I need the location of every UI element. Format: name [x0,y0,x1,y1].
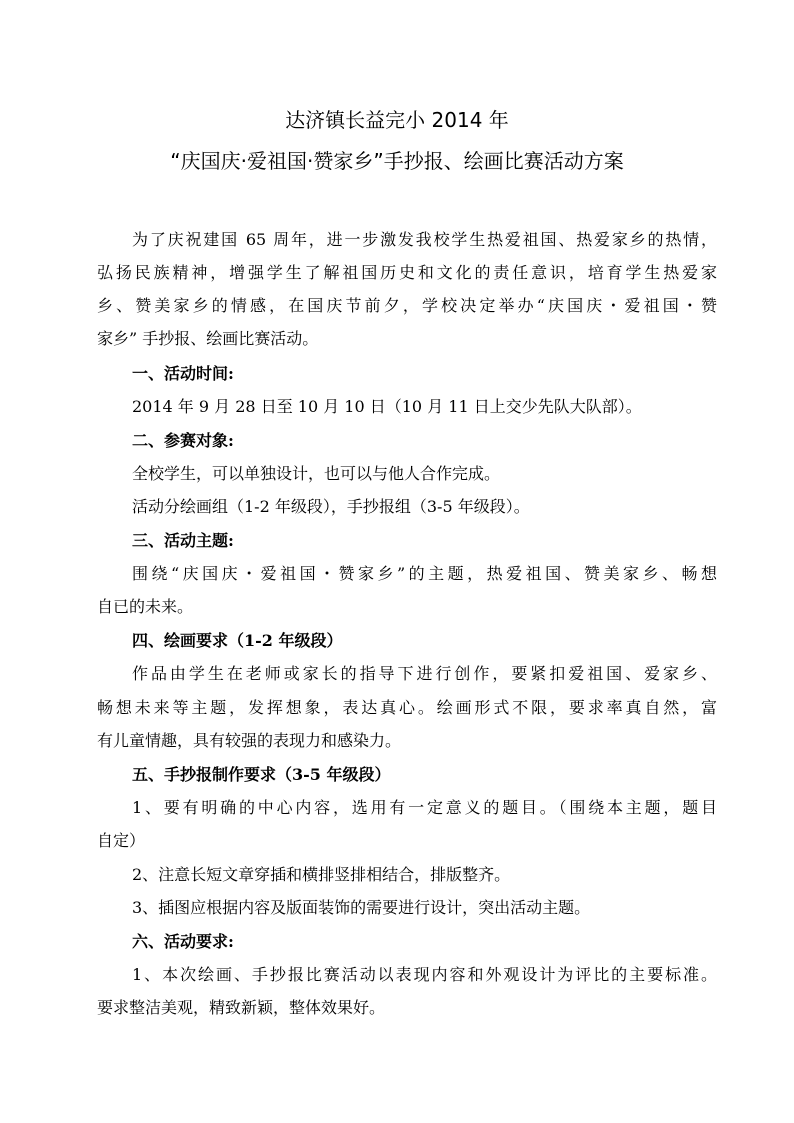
section-theme-line-2: 自已的未来。 [97,597,194,616]
section-painting-line-1: 作品由学生在老师或家长的指导下进行创作，要紧扣爱祖国、爱家乡、 [132,664,717,683]
section-heading-time: 一、活动时间: [132,364,234,383]
section-participants-line-2: 活动分绘画组（1-2 年级段），手抄报组（3-5 年级段）。 [132,497,530,516]
section-painting-line-3: 有儿童情趣，具有较强的表现力和感染力。 [97,731,402,750]
document-title-line2: “庆国庆·爱祖国·赞家乡”手抄报、绘画比赛活动方案 [170,149,624,173]
section-newspaper-line-4: 3、插图应根据内容及版面装饰的需要进行设计，突出活动主题。 [132,898,591,917]
section-painting-line-2: 畅想未来等主题，发挥想象，表达真心。绘画形式不限，要求率真自然，富 [97,698,717,717]
intro-line-3: 乡、赞美家乡的情感，在国庆节前夕，学校决定举办“庆国庆・爱祖国・赞 [97,296,717,315]
section-heading-theme: 三、活动主题: [132,531,234,550]
intro-line-1: 为了庆祝建国 65 周年，进一步激发我校学生热爱祖国、热爱家乡的热情， [132,230,717,249]
intro-line-4: 家乡” 手抄报、绘画比赛活动。 [97,329,319,348]
section-newspaper-line-1: 1、要有明确的中心内容，选用有一定意义的题目。（围绕本主题，题目 [132,798,717,817]
section-time-line-1: 2014 年 9 月 28 日至 10 月 10 日（10 月 11 日上交少先队大队部）。 [132,397,642,416]
section-heading-participants: 二、参赛对象: [132,431,234,450]
section-newspaper-line-3: 2、注意长短文章穿插和横排竖排相结合，排版整齐。 [132,865,511,884]
section-participants-line-1: 全校学生，可以单独设计，也可以与他人合作完成。 [132,464,501,483]
section-requirements-line-2: 要求整洁美观，精致新颖，整体效果好。 [97,998,386,1017]
section-heading-requirements: 六、活动要求: [132,932,234,951]
intro-line-2: 弘扬民族精神，增强学生了解祖国历史和文化的责任意识，培育学生热爱家 [97,263,717,282]
section-theme-line-1: 围绕“庆国庆・爱祖国・赞家乡”的主题，热爱祖国、赞美家乡、畅想 [132,564,717,583]
section-newspaper-line-2: 自定） [97,831,146,850]
document-title-line1: 达济镇长益完小 2014 年 [285,108,509,132]
section-heading-newspaper: 五、手抄报制作要求（3-5 年级段） [132,765,391,784]
section-heading-painting: 四、绘画要求（1-2 年级段） [132,631,343,650]
section-requirements-line-1: 1、本次绘画、手抄报比赛活动以表现内容和外观设计为评比的主要标准。 [132,965,717,984]
